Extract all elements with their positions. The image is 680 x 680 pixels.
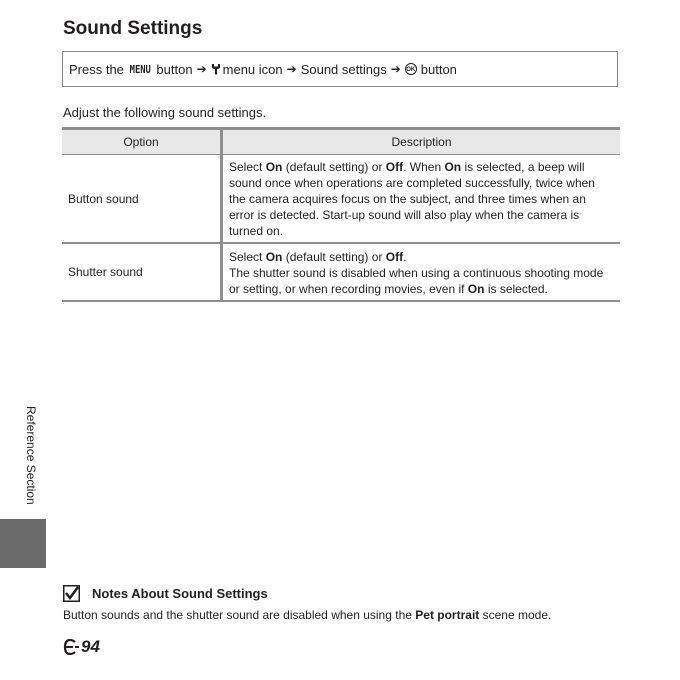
notes-pet-portrait: Pet portrait <box>415 608 480 622</box>
desc-text: Select <box>229 160 263 174</box>
check-icon <box>63 585 80 602</box>
header-description: Description <box>222 129 621 155</box>
option-cell: Button sound <box>62 155 222 244</box>
section-tab <box>0 519 46 568</box>
desc-text: Select <box>229 249 263 264</box>
arrow-icon: ➔ <box>196 62 207 76</box>
notes-text-part: scene mode. <box>482 608 552 622</box>
header-option: Option <box>62 129 222 155</box>
side-section-label: Reference Section <box>24 406 38 505</box>
desc-text: is selected. <box>487 281 548 296</box>
ok-button-icon: OK <box>405 63 417 75</box>
nav-button-word: button <box>420 61 457 77</box>
intro-text: Adjust the following sound settings. <box>63 105 267 120</box>
desc-text: . When <box>403 160 442 174</box>
desc-on: On <box>265 249 283 264</box>
notes-heading <box>63 585 268 602</box>
nav-menu-icon-label: menu icon <box>222 61 283 77</box>
reference-e-icon <box>63 639 80 655</box>
nav-sound-settings: Sound settings <box>300 61 387 77</box>
desc-on: On <box>444 160 462 174</box>
notes-text <box>63 608 551 622</box>
desc-off: Off <box>385 249 404 264</box>
table-row <box>62 243 620 301</box>
description-cell <box>222 155 621 244</box>
navigation-path-box <box>62 51 618 87</box>
option-cell: Shutter sound <box>62 243 222 301</box>
desc-off: Off <box>385 160 404 174</box>
table-header-row <box>62 129 620 155</box>
notes-heading-text: Notes About Sound Settings <box>92 586 268 601</box>
desc-text: (default setting) or <box>285 160 383 174</box>
page-number-value: 94 <box>81 637 100 656</box>
desc-text: is selected, a beep will sound once when operations are completed successfully, twice when the camera acquires focus on the subject, and three times when an error is detected. Start-up sound will also play when the camera is turned on. <box>229 160 595 238</box>
page-number <box>63 637 100 657</box>
desc-on: On <box>265 160 283 174</box>
desc-text: The shutter sound is disabled when using a continuous shooting mode or setting, or when recording movies, even if <box>229 265 604 296</box>
desc-text: (default setting) or <box>285 249 383 264</box>
nav-button-word: button <box>156 61 193 77</box>
arrow-icon: ➔ <box>390 62 401 76</box>
wrench-icon <box>211 63 221 75</box>
desc-text: . <box>403 249 407 264</box>
menu-key-label: MENU <box>129 62 151 76</box>
arrow-icon: ➔ <box>286 62 297 76</box>
page-title: Sound Settings <box>63 18 203 39</box>
settings-table <box>62 127 620 302</box>
description-cell <box>222 243 621 301</box>
table-row <box>62 155 620 244</box>
desc-on: On <box>467 281 485 296</box>
nav-press-the: Press the <box>69 61 124 77</box>
notes-text-part: Button sounds and the shutter sound are disabled when using the <box>63 608 412 622</box>
